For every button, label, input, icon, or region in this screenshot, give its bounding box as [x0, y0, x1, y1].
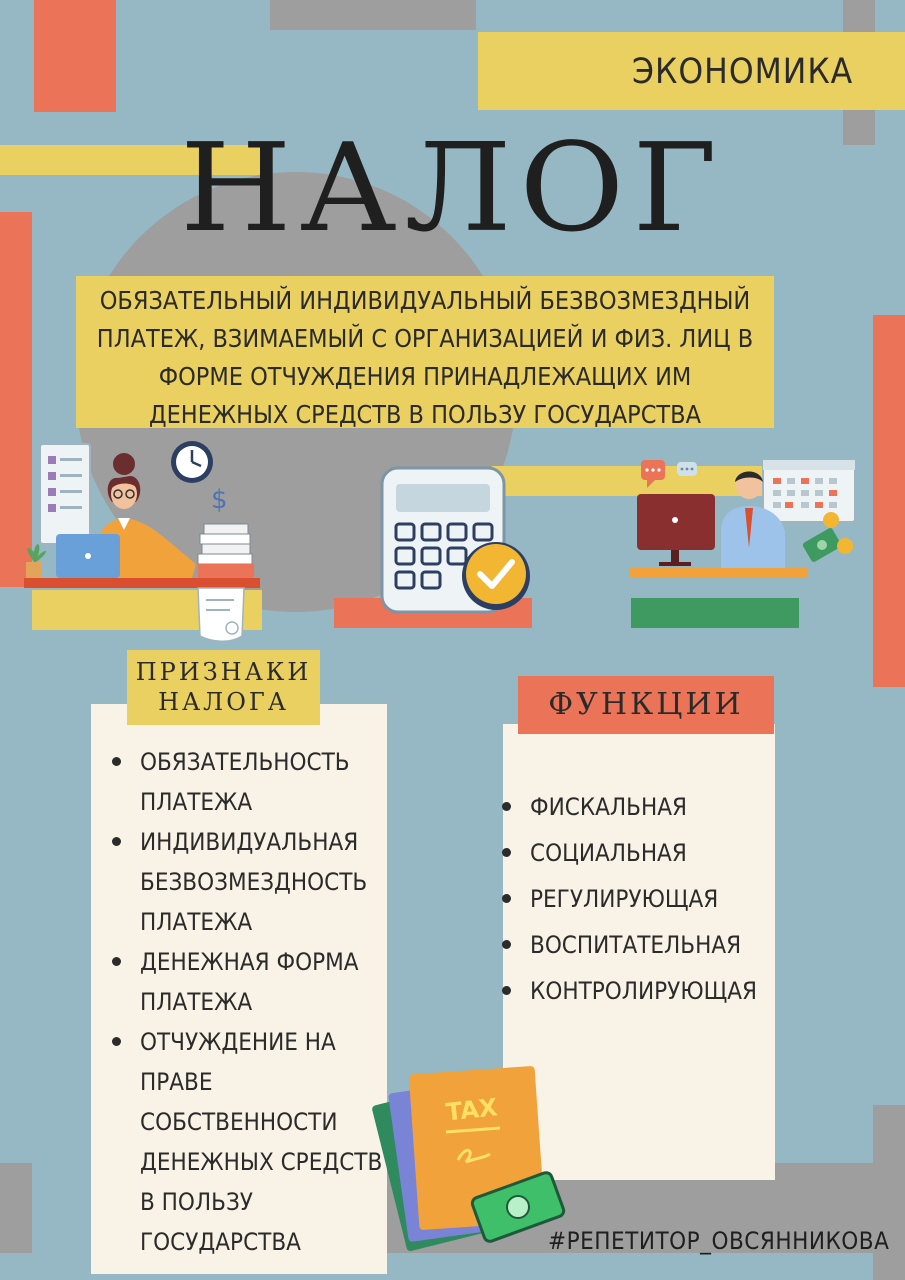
functions-heading-box [518, 676, 774, 734]
list-item [112, 822, 384, 942]
definition-line: ДЕНЕЖНЫХ СРЕДСТВ В ПОЛЬЗУ ГОСУДАРСТВА [149, 400, 701, 429]
calculator-illustration [378, 466, 538, 616]
deco-green-block-under-man [631, 598, 799, 628]
functions-list [502, 784, 772, 1014]
definition-line: ПЛАТЕЖ, ВЗИМАЕМЫЙ С ОРГАНИЗАЦИЕЙ И ФИЗ. ЛИЦ В [96, 324, 754, 353]
list-item [112, 942, 384, 1022]
list-item-line: В ПОЛЬЗУ [140, 1188, 253, 1216]
deco-gray-bar-bottom-left [0, 1163, 32, 1253]
functions-heading: ФУНКЦИИ [548, 687, 744, 722]
list-item-line: ГОСУДАРСТВА [140, 1228, 301, 1256]
calendar-icon [763, 460, 855, 522]
list-item-line: ОБЯЗАТЕЛЬНОСТЬ [140, 748, 350, 776]
list-item: КОНТРОЛИРУЮЩАЯ [502, 968, 772, 1014]
list-item [112, 1022, 384, 1262]
list-item-line: ПЛАТЕЖА [140, 788, 253, 816]
deco-coral-strip-right [873, 315, 905, 687]
list-item-line: ОТЧУЖДЕНИЕ НА [140, 1028, 336, 1056]
definition-text [76, 282, 774, 434]
tax-folder-illustration [380, 1062, 570, 1254]
list-item [112, 742, 384, 822]
signs-list [112, 742, 384, 1262]
office-man-illustration [625, 456, 860, 586]
deco-coral-block-top-left [34, 0, 116, 112]
list-item-line: ДЕНЕЖНЫХ СРЕДСТВ [140, 1148, 383, 1176]
definition-box [76, 276, 774, 428]
signs-heading-line: НАЛОГА [158, 688, 289, 716]
signs-heading [127, 657, 320, 717]
definition-line: ФОРМЕ ОТЧУЖДЕНИЯ ПРИНАДЛЕЖАЩИХ ИМ [158, 362, 692, 391]
list-item-line: ИНДИВИДУАЛЬНАЯ [140, 828, 359, 856]
list-item-line: ПРАВЕ [140, 1068, 213, 1096]
checklist-icon [40, 444, 90, 544]
dollar-sign-icon: $ [211, 485, 228, 515]
page-title: НАЛОГ [180, 117, 726, 260]
list-item-line: ПЛАТЕЖА [140, 988, 253, 1016]
list-item: РЕГУЛИРУЮЩАЯ [502, 876, 772, 922]
deco-gray-bar-top [270, 0, 476, 30]
signs-heading-line: ПРИЗНАКИ [135, 658, 312, 686]
list-item: ВОСПИТАТЕЛЬНАЯ [502, 922, 772, 968]
list-item-line: БЕЗВОЗМЕЗДНОСТЬ [140, 868, 368, 896]
definition-line: ОБЯЗАТЕЛЬНЫЙ ИНДИВИДУАЛЬНЫЙ БЕЗВОЗМЕЗДНЫЙ [99, 286, 751, 315]
tax-label: TAX [444, 1093, 499, 1127]
list-item-line: ПЛАТЕЖА [140, 908, 253, 936]
plant-icon [26, 544, 46, 580]
subject-label-box [478, 32, 905, 110]
list-item-line: СОБСТВЕННОСТИ [140, 1108, 338, 1136]
list-item: СОЦИАЛЬНАЯ [502, 830, 772, 876]
clock-icon [171, 441, 213, 483]
signs-heading-box [127, 650, 320, 725]
subject-label: ЭКОНОМИКА [632, 52, 854, 92]
accountant-woman-illustration [20, 436, 270, 646]
author-hashtag: #РЕПЕТИТОР_ОВСЯННИКОВА [548, 1227, 890, 1255]
list-item: ФИСКАЛЬНАЯ [502, 784, 772, 830]
list-item-line: ДЕНЕЖНАЯ ФОРМА [140, 948, 359, 976]
